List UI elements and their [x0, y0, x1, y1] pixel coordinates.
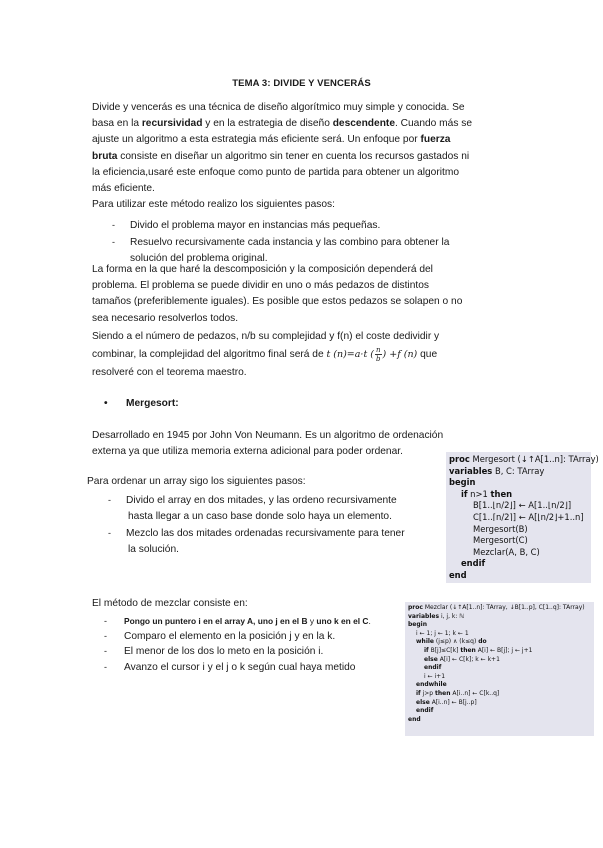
- paragraph-line: problema. El problema se puede dividir en uno o más pedazos de distintos: [92, 280, 429, 292]
- intro-line: Divide y vencerás es una técnica de diseño algorítmico muy simple y conocida. Se: [92, 102, 465, 113]
- paragraph-line: sea necesario resolverlos todos.: [92, 312, 239, 324]
- formula-line: combinar, la complejidad del algoritmo final será de t (n)=a·t ( $\frac{n}{b}$ ) +f (n) que: [92, 346, 438, 364]
- dash-bullet: -: [104, 630, 107, 641]
- mergesort-pseudocode: proc Mergesort (↓↑A[1..n]: TArray) variables B, C: TArray begin if n>1 then B[1..⌊n/2⌋] ← A[1..⌊n/2⌋] C[1..⌈n/2⌉] ← A[⌊n/2⌋+1..n] Mergesort(B) Mergesort(C) Mezclar(A, B, C) endif end: [446, 452, 591, 583]
- paragraph-line: externa ya que utiliza memoria externa adicional para poder ordenar.: [92, 446, 403, 458]
- keyword-descendente: descendente: [332, 118, 395, 130]
- keyword-recursividad: recursividad: [141, 118, 203, 130]
- dash-bullet: -: [104, 661, 107, 672]
- dash-bullet: -: [112, 237, 115, 247]
- mezclar-steps-list: [104, 614, 371, 675]
- keyword-bruta: bruta: [92, 150, 118, 162]
- intro-line: bruta consiste en diseñar un algoritmo sin tener en cuenta los recursos gastados ni: [92, 150, 470, 162]
- intro-line: más eficiente.: [92, 183, 155, 195]
- mergesort-heading: Mergesort:: [126, 398, 179, 409]
- paragraph-line: tamaños (preferiblemente iguales). Es posible que estos pedazos se solapen o no: [92, 296, 463, 308]
- intro-paragraph: [92, 100, 512, 213]
- steps-intro: Para utilizar este método realizo los siguientes pasos:: [92, 199, 335, 211]
- intro-line: ajuste un algoritmo a esta estrategia más eficiente será. Un enfoque por fuerza: [92, 134, 451, 146]
- paragraph-line: resolveré con el teorema maestro.: [92, 367, 247, 379]
- list-item: - Comparo el elemento en la posición j y en la k.: [104, 629, 371, 645]
- bullet-dot: •: [104, 398, 108, 409]
- intro-line: basa en la recursividad y en la estrategia de diseño descendente. Cuando más se: [92, 118, 472, 130]
- list-item: - Pongo un puntero i en el array A, uno j en el B y uno k en el C.: [104, 614, 371, 629]
- dash-bullet: -: [112, 220, 115, 230]
- intro-line: la eficiencia,usaré este enfoque como punto de partida para obtener un algoritmo: [92, 166, 459, 178]
- recurrence-formula: t (n)=a·t ( $\frac{n}{b}$ ) +f (n): [326, 346, 418, 364]
- dash-bullet: -: [108, 528, 111, 538]
- paragraph-line: La forma en la que haré la descomposición y la composición dependerá del: [92, 264, 433, 275]
- keyword-fuerza: fuerza: [420, 134, 451, 146]
- mezclar-intro: El método de mezclar consiste en:: [92, 598, 248, 609]
- decomposition-paragraph: [92, 262, 512, 381]
- mezclar-pseudocode: proc Mezclar (↓↑A[1..n]: TArray, ↓B[1..p], C[1..q]: TArray) variables i, j, k: ℕ begin i ← 1; j ← 1; k ← 1 while (j≤p) ∧ (k≤q) do if B[j]≤C[k] then A[i] ← B[j]; j ← j+1 else A[i] ← C[k]; k ← k+1 endif i ← i+1 endwhile if j>p then A[i..n] ← C[k..q] else A[i..n] ← B[j..p] endif end: [405, 602, 594, 736]
- list-item-continuation: hasta llegar a un caso base donde solo haya un elemento.: [128, 511, 392, 522]
- page-title: TEMA 3: DIVIDE Y VENCERÁS: [232, 78, 371, 89]
- list-item: - El menor de los dos lo meto en la posición i.: [104, 644, 371, 660]
- list-item-continuation: solución del problema original.: [130, 253, 268, 264]
- list-item: - Resuelvo recursivamente cada instancia y las combino para obtener la: [112, 234, 449, 251]
- dash-bullet: -: [108, 495, 111, 505]
- steps-list: [112, 217, 449, 267]
- list-item: - Mezclo las dos mitades ordenadas recursivamente para tener: [108, 525, 405, 542]
- dash-bullet: -: [104, 646, 107, 656]
- mergesort-heading-row: [104, 398, 179, 409]
- list-item-continuation: la solución.: [128, 544, 179, 555]
- list-item: - Divido el array en dos mitades, y las ordeno recursivamente: [108, 492, 405, 509]
- paragraph-line: Desarrollado en 1945 por John Von Neumann. Es un algoritmo de ordenación: [92, 430, 444, 441]
- fraction-n-over-b: $\frac{n}{b}$: [376, 346, 381, 364]
- list-item: - Avanzo el cursor i y el j o k según cual haya metido: [104, 660, 371, 676]
- dash-bullet: -: [104, 616, 107, 626]
- list-item: - Divido el problema mayor en instancias más pequeñas.: [112, 217, 449, 234]
- mergesort-steps-intro: Para ordenar un array sigo los siguientes pasos:: [87, 476, 306, 487]
- paragraph-line: Siendo a el número de pedazos, n/b su complejidad y f(n) el coste dedividir y: [92, 330, 440, 342]
- mergesort-steps-list: [108, 492, 405, 558]
